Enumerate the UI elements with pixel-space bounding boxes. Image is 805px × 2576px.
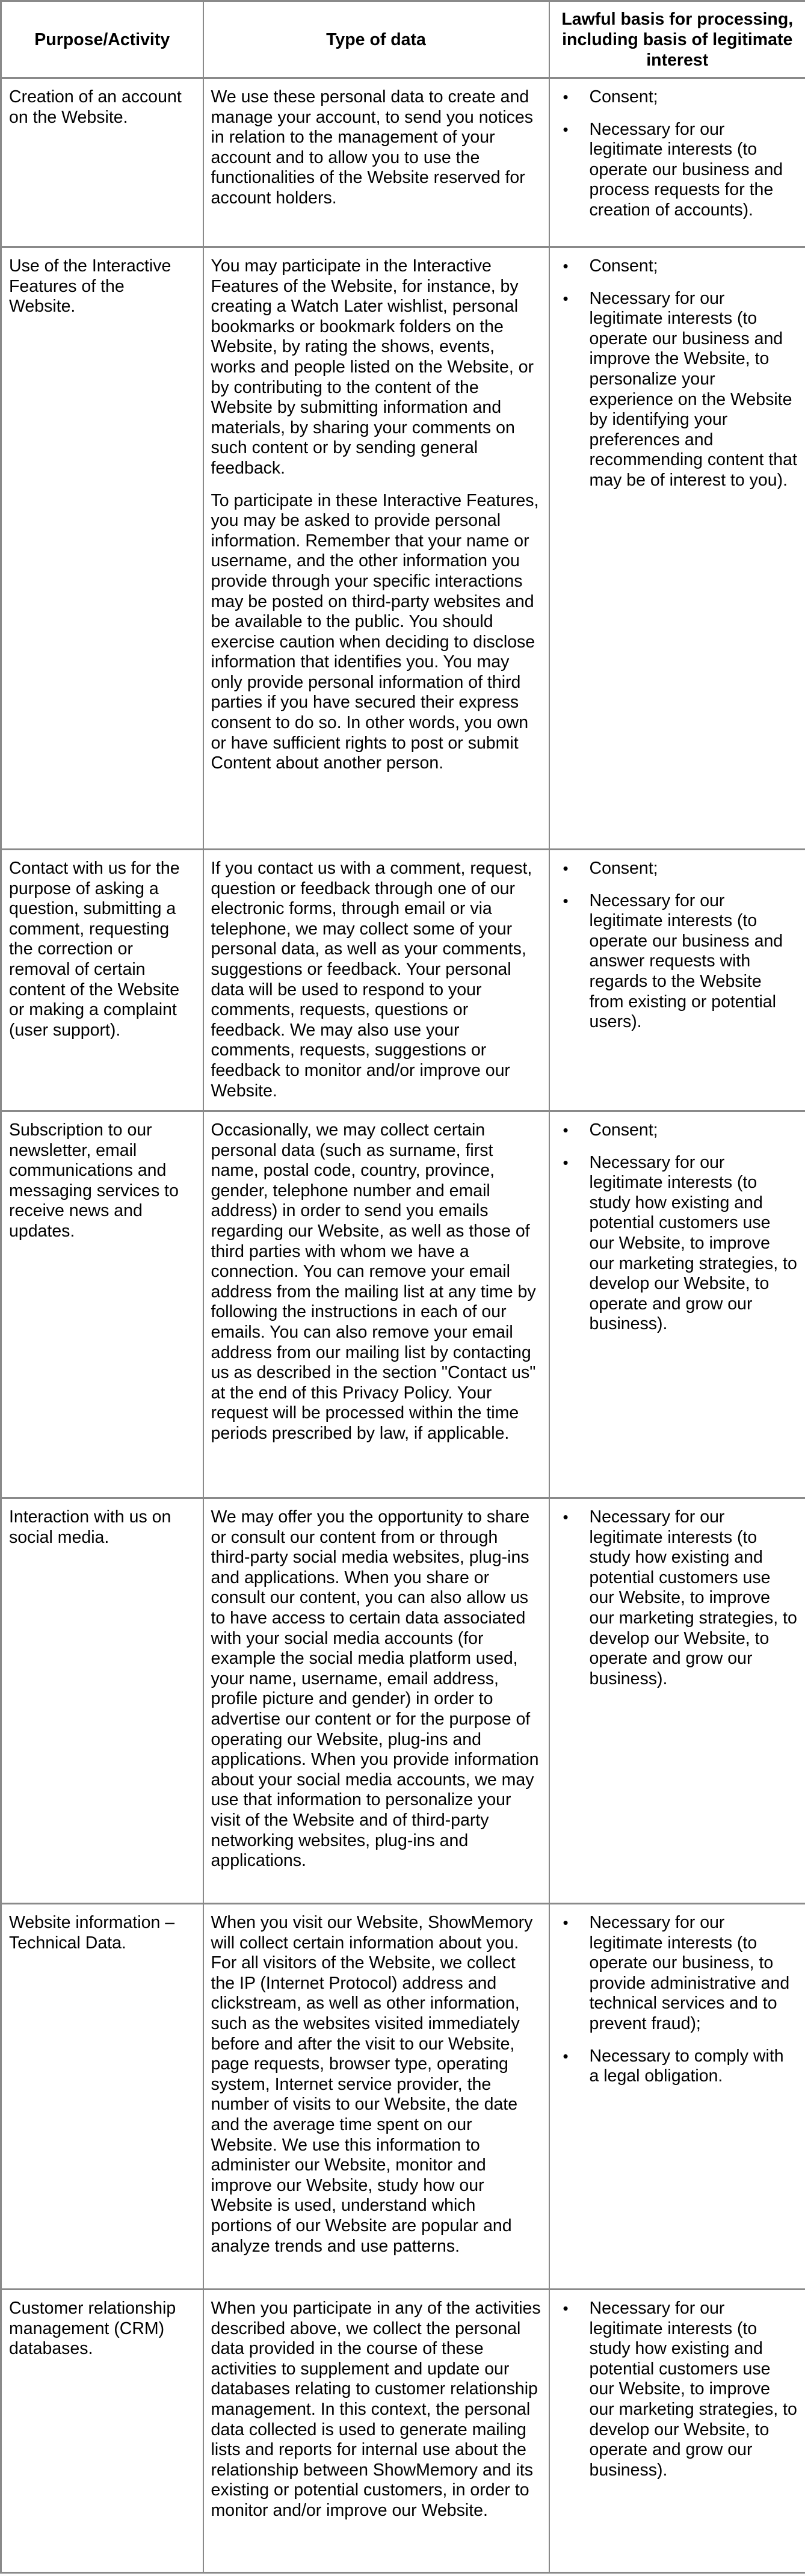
type-of-data-paragraph: You may participate in the Interactive Features of the Website, for instance, by creating a Watch Later wishlist, personal bookmarks or bookmark folders on the Website, by rating the shows, events, works and people listed on the Website, or by contributing to the content of the Website by submitting information and materials, by sharing your comments on such content or by sending general feedback. xyxy=(211,256,534,478)
lawful-basis-text: Consent; xyxy=(589,256,658,276)
purpose-cell: Use of the Interactive Features of the Website. xyxy=(1,247,203,850)
lawful-basis-item xyxy=(557,1507,798,1689)
lawful-basis-item xyxy=(557,289,798,491)
header-lawful-basis: Lawful basis for processing, including basis of legitimate interest xyxy=(549,1,805,78)
bullet-dot-icon: • xyxy=(563,1508,569,1526)
type-of-data-paragraph: When you participate in any of the activities described above, we collect the personal data provided in the course of these activities to supplement and update our databases relating to customer relationship management. In this context, the personal data collected is used to generate mailing lists and reports for internal use about the relationship between ShowMemory and its existing or potential customers, in order to monitor and/or improve our Website. xyxy=(211,2299,541,2520)
lawful-basis-cell xyxy=(549,247,805,850)
lawful-basis-item xyxy=(557,891,798,1033)
bullet-dot-icon: • xyxy=(563,2046,569,2065)
lawful-basis-text: Necessary for our legitimate interests (to study how existing and potential customers use our Website, to improve our marketing strategies, to develop our Website, to operate and grow our business). xyxy=(589,1152,797,1334)
type-of-data-cell xyxy=(203,1904,549,2290)
purpose-cell: Subscription to our newsletter, email communications and messaging services to receive news and updates. xyxy=(1,1111,203,1498)
lawful-basis-text: Necessary for our legitimate interests (to operate our business and answer requests with regards to the Website from existing or potential users). xyxy=(589,891,783,1032)
type-of-data-paragraph: We use these personal data to create and manage your account, to send you notices in relation to the management of your account and to allow you to use the functionalities of the Website reserved for account holders. xyxy=(211,87,534,208)
table-row xyxy=(1,247,805,850)
bullet-dot-icon: • xyxy=(563,1913,569,1932)
bullet-dot-icon: • xyxy=(563,859,569,877)
lawful-basis-item xyxy=(557,1153,798,1335)
lawful-basis-text: Necessary for our legitimate interests (to study how existing and potential customers use our Website, to improve our marketing strategies, to develop our Website, to operate and grow our business). xyxy=(589,1507,797,1688)
table-row xyxy=(1,2290,805,2573)
type-of-data-cell xyxy=(203,247,549,850)
purpose-cell: Customer relationship management (CRM) databases. xyxy=(1,2290,203,2573)
lawful-basis-item xyxy=(557,859,798,879)
bullet-dot-icon: • xyxy=(563,289,569,307)
type-of-data-paragraph: To participate in these Interactive Features, you may be asked to provide personal information. Remember that your name or username, and the other information you provide through your specific interactions may be posted on third-party websites and be available to the public. You should exercise caution when deciding to disclose information that identifies you. You may only provide personal information of third parties if you have secured their express consent to do so. In other words, you own or have sufficient rights to post or submit Content about another person. xyxy=(211,490,539,773)
table-row xyxy=(1,850,805,1111)
lawful-basis-item xyxy=(557,1120,798,1141)
lawful-basis-item xyxy=(557,120,798,221)
lawful-basis-cell xyxy=(549,78,805,247)
bullet-dot-icon: • xyxy=(563,88,569,106)
lawful-basis-text: Necessary for our legitimate interests (to study how existing and potential customers use our Website, to improve our marketing strategies, to develop our Website, to operate and grow our business). xyxy=(589,2299,797,2480)
table-row xyxy=(1,1111,805,1498)
lawful-basis-text: Necessary to comply with a legal obligation. xyxy=(589,2046,784,2086)
type-of-data-cell xyxy=(203,2290,549,2573)
lawful-basis-text: Consent; xyxy=(589,859,658,878)
bullet-dot-icon: • xyxy=(563,1153,569,1172)
header-type-of-data: Type of data xyxy=(203,1,549,78)
purpose-cell: Contact with us for the purpose of asking a question, submitting a comment, requesting the correction or removal of certain content of the Website or making a complaint (user support). xyxy=(1,850,203,1111)
lawful-basis-item xyxy=(557,87,798,108)
lawful-basis-list xyxy=(557,256,798,491)
lawful-basis-list xyxy=(557,1507,798,1689)
purpose-cell: Creation of an account on the Website. xyxy=(1,78,203,247)
lawful-basis-list xyxy=(557,1120,798,1335)
header-purpose: Purpose/Activity xyxy=(1,1,203,78)
type-of-data-cell xyxy=(203,78,549,247)
type-of-data-cell xyxy=(203,850,549,1111)
type-of-data-paragraph: We may offer you the opportunity to share or consult our content from or through third-party social media websites, plug-ins and applications. When you share or consult our content, you can also allow us to have access to certain data associated with your social media accounts (for example the social media platform used, your name, username, email address, profile picture and gender) in order to advertise our content or for the purpose of operating our Website, plug-ins and applications. When you provide information about your social media accounts, we may use that information to personalize your visit of the Website and of third-party networking websites, plug-ins and applications. xyxy=(211,1507,539,1871)
type-of-data-paragraph: When you visit our Website, ShowMemory will collect certain information about you. For all visitors of the Website, we collect the IP (Internet Protocol) address and clickstream, as well as other information, such as the websites visited immediately before and after the visit to our Website, page requests, browser type, operating system, Internet service provider, the number of visits to our Website, the date and the average time spent on our Website. We use this information to administer our Website, monitor and improve our Website, study how our Website is used, understand which portions of our Website are popular and analyze trends and use patterns. xyxy=(211,1913,533,2256)
lawful-basis-cell xyxy=(549,1498,805,1904)
lawful-basis-list xyxy=(557,2299,798,2480)
purpose-cell: Interaction with us on social media. xyxy=(1,1498,203,1904)
lawful-basis-item xyxy=(557,1913,798,2034)
table-row xyxy=(1,1904,805,2290)
lawful-basis-text: Necessary for our legitimate interests (to operate our business and process requests for the creation of accounts). xyxy=(589,119,783,220)
lawful-basis-text: Consent; xyxy=(589,87,658,107)
purpose-cell: Website information – Technical Data. xyxy=(1,1904,203,2290)
lawful-basis-list xyxy=(557,1913,798,2087)
bullet-dot-icon: • xyxy=(563,257,569,275)
type-of-data-cell xyxy=(203,1498,549,1904)
lawful-basis-text: Necessary for our legitimate interests (to operate our business, to provide administrative and technical services and to prevent fraud); xyxy=(589,1913,790,2033)
bullet-dot-icon: • xyxy=(563,120,569,138)
table-row xyxy=(1,78,805,247)
lawful-basis-list xyxy=(557,859,798,1033)
lawful-basis-text: Consent; xyxy=(589,1120,658,1140)
bullet-dot-icon: • xyxy=(563,891,569,910)
table-header-row xyxy=(1,1,805,78)
lawful-basis-item xyxy=(557,256,798,277)
lawful-basis-cell xyxy=(549,1111,805,1498)
lawful-basis-cell xyxy=(549,850,805,1111)
lawful-basis-list xyxy=(557,87,798,221)
type-of-data-paragraph: If you contact us with a comment, request, question or feedback through one of our electronic forms, through email or via telephone, we may collect some of your personal data, as well as your comments, suggestions or feedback. Your personal data will be used to respond to your comments, requests, questions or feedback. We may also use your comments, requests, suggestions or feedback to monitor and/or improve our Website. xyxy=(211,859,532,1101)
lawful-basis-item xyxy=(557,2046,798,2087)
bullet-dot-icon: • xyxy=(563,2299,569,2317)
lawful-basis-cell xyxy=(549,1904,805,2290)
type-of-data-paragraph: Occasionally, we may collect certain personal data (such as surname, first name, postal code, country, province, gender, telephone number and email address) in order to send you emails regarding our Website, as well as those of third parties with whom we have a connection. You can remove your email address from the mailing list at any time by following the instructions in each of our emails. You can also remove your email address from our mailing list by contacting us as described in the section "Contact us" at the end of this Privacy Policy. Your request will be processed within the time periods prescribed by law, if applicable. xyxy=(211,1120,536,1443)
table-row xyxy=(1,1498,805,1904)
bullet-dot-icon: • xyxy=(563,1121,569,1139)
lawful-basis-cell xyxy=(549,2290,805,2573)
lawful-basis-text: Necessary for our legitimate interests (to operate our business and improve the Website, to personalize your experience on the Website by identifying your preferences and recommending content that may be of interest to you). xyxy=(589,288,797,490)
type-of-data-cell xyxy=(203,1111,549,1498)
lawful-basis-item xyxy=(557,2299,798,2480)
